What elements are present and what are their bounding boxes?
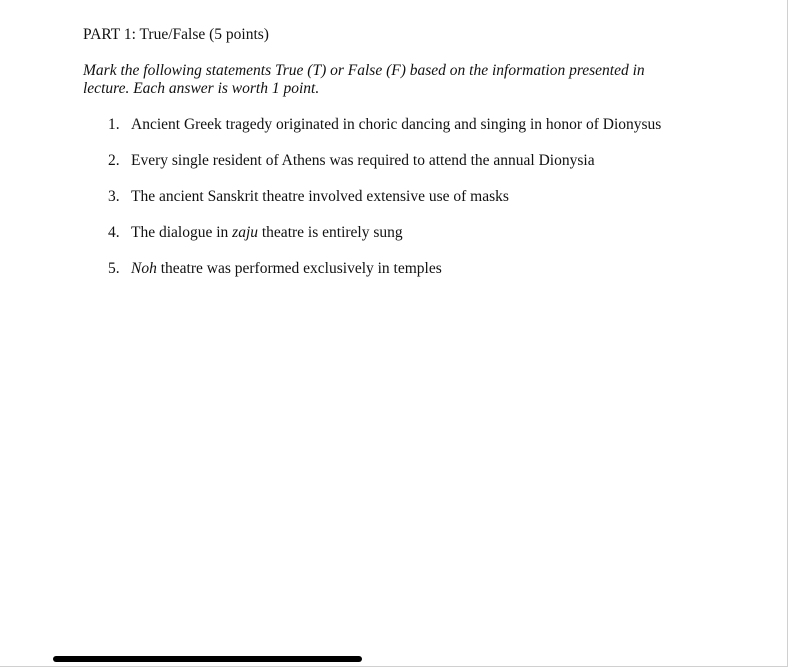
- question-text-start: The dialogue in: [131, 224, 233, 241]
- question-text-end: theatre is entirely sung: [258, 224, 403, 241]
- question-number: 2.: [108, 152, 120, 169]
- question-number: 1.: [108, 116, 120, 133]
- question-text: Every single resident of Athens was required to attend the annual Dionysia: [131, 152, 595, 169]
- question-text-italic-term: Noh: [131, 260, 157, 277]
- question-text-italic-term: zaju: [232, 224, 258, 241]
- horizontal-scroll-indicator[interactable]: [53, 656, 362, 662]
- question-number: 3.: [108, 188, 120, 205]
- question-text: [131, 260, 442, 278]
- question-number: 4.: [108, 224, 120, 241]
- instructions-paragraph: Mark the following statements True (T) or False (F) based on the information presented in lecture. Each answer is worth 1 point.: [83, 62, 645, 97]
- question-text-end: theatre was performed exclusively in temples: [156, 260, 442, 277]
- question-text: The ancient Sanskrit theatre involved extensive use of masks: [131, 188, 509, 205]
- question-number: 5.: [108, 260, 120, 277]
- question-text: [131, 224, 403, 242]
- question-text: Ancient Greek tragedy originated in choric dancing and singing in honor of Dionysus: [131, 116, 662, 133]
- part-heading: PART 1: True/False (5 points): [83, 26, 269, 43]
